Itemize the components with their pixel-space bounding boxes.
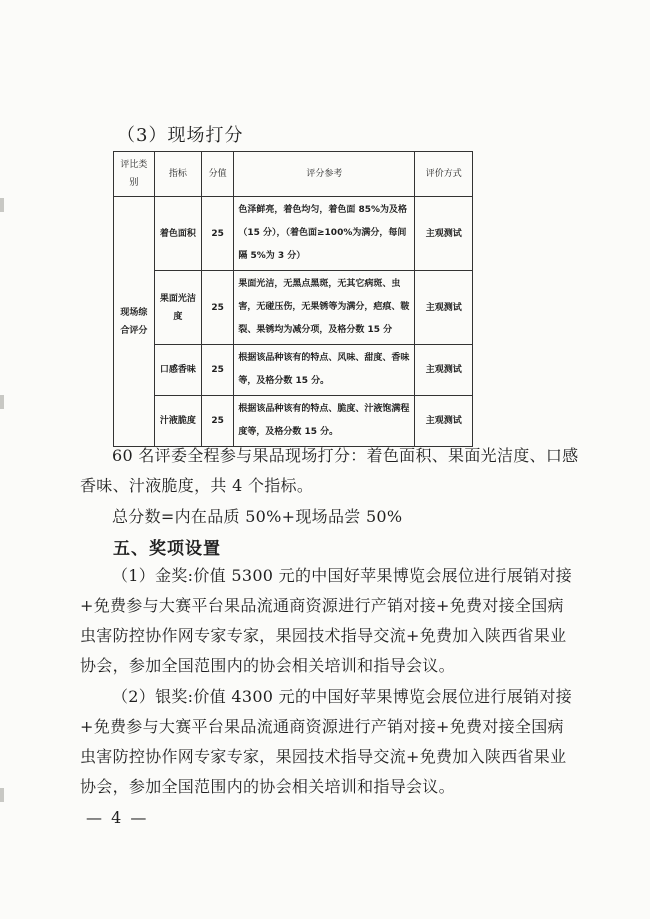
method-cell: 主观测试 bbox=[415, 345, 473, 396]
header-indicator: 指标 bbox=[154, 152, 201, 197]
judges-paragraph: 60 名评委全程参与果品现场打分：着色面积、果面光洁度、口感香味、汁液脆度，共 4 个指标。 bbox=[80, 446, 579, 495]
score-cell: 25 bbox=[201, 271, 233, 345]
indicator-cell: 果面光洁度 bbox=[154, 271, 201, 345]
header-score: 分值 bbox=[201, 152, 233, 197]
indicator-cell: 口感香味 bbox=[154, 345, 201, 396]
score-cell: 25 bbox=[201, 345, 233, 396]
table-row bbox=[114, 396, 473, 447]
gold-award-paragraph: （1）金奖:价值 5300 元的中国好苹果博览会展位进行展销对接+免费参与大赛平台果品流通商资源进行产销对接+免费对接全国病虫害防控协作网专家专家，果园技术指导交流+免费加入陕西省果业协会，参加全国范围内的协会相关培训和指导会议。 bbox=[80, 566, 573, 675]
page-number: — 4 — bbox=[86, 808, 149, 827]
reference-cell: 果面光洁，无黑点黑斑，无其它病斑、虫害，无碰压伤，无果锈等为满分，疤痕、皲裂、果锈均为减分项，及格分数 15 分 bbox=[234, 271, 415, 345]
reference-cell: 色泽鲜亮，着色均匀，着色面 85%为及格（15 分），（着色面≥100%为满分，每间隔 5%为 3 分） bbox=[234, 197, 415, 271]
scoring-table bbox=[113, 151, 473, 447]
table-header-row bbox=[114, 152, 473, 197]
table-row bbox=[114, 345, 473, 396]
method-cell: 主观测试 bbox=[415, 271, 473, 345]
total-score-formula: 总分数=内在品质 50%+现场品尝 50% bbox=[112, 507, 403, 526]
method-cell: 主观测试 bbox=[415, 396, 473, 447]
indicator-cell: 着色面积 bbox=[154, 197, 201, 271]
silver-award-paragraph: （2）银奖:价值 4300 元的中国好苹果博览会展位进行展销对接+免费参与大赛平台果品流通商资源进行产销对接+免费对接全国病虫害防控协作网专家专家，果园技术指导交流+免费加入陕西省果业协会，参加全国范围内的协会相关培训和指导会议。 bbox=[80, 687, 573, 796]
score-cell: 25 bbox=[201, 197, 233, 271]
method-cell: 主观测试 bbox=[415, 197, 473, 271]
scan-edge-mark bbox=[0, 395, 4, 409]
subheading-onsite-scoring: （3）现场打分 bbox=[117, 125, 244, 146]
scan-edge-mark bbox=[0, 788, 4, 802]
header-method: 评价方式 bbox=[415, 152, 473, 197]
table-row bbox=[114, 197, 473, 271]
table-row bbox=[114, 271, 473, 345]
score-cell: 25 bbox=[201, 396, 233, 447]
header-category: 评比类别 bbox=[114, 152, 155, 197]
indicator-cell: 汁液脆度 bbox=[154, 396, 201, 447]
reference-cell: 根据该品种该有的特点、脆度、汁液饱满程度等，及格分数 15 分。 bbox=[234, 396, 415, 447]
scan-edge-mark bbox=[0, 198, 4, 212]
section-title-awards: 五、奖项设置 bbox=[113, 539, 221, 559]
category-cell: 现场综合评分 bbox=[114, 197, 155, 447]
header-reference: 评分参考 bbox=[234, 152, 415, 197]
reference-cell: 根据该品种该有的特点、风味、甜度、香味等，及格分数 15 分。 bbox=[234, 345, 415, 396]
